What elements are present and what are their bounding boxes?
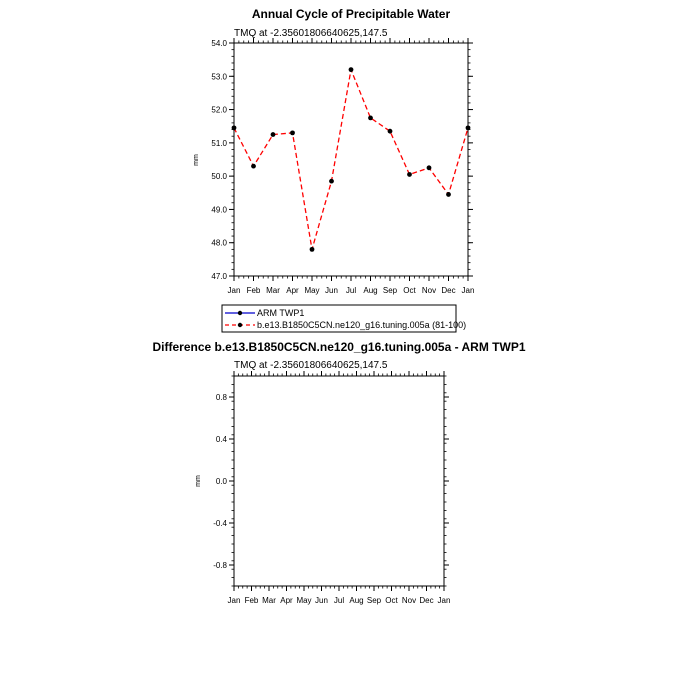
legend-marker-model <box>238 323 242 327</box>
x-tick-label: Aug <box>349 596 364 605</box>
series-lines <box>234 70 468 250</box>
legend-label-model: b.e13.B1850C5CN.ne120_g16.tuning.005a (81-100) <box>257 320 467 330</box>
y-axis-label: mm <box>193 154 200 166</box>
y-tick-label: 52.0 <box>211 105 227 115</box>
data-point <box>329 179 334 184</box>
series-line <box>234 70 468 250</box>
x-tick-label: Feb <box>244 596 259 605</box>
chart-subtitle: TMQ at -2.35601806640625,147.5 <box>234 28 388 39</box>
data-point <box>368 115 373 120</box>
x-tick-label: Sep <box>366 596 382 605</box>
y-tick-label: 49.0 <box>211 205 227 215</box>
x-tick-label: May <box>296 596 312 605</box>
x-tick-label: Feb <box>246 286 261 295</box>
axis-ticks <box>213 371 450 605</box>
y-tick-label: 50.0 <box>211 172 227 182</box>
axis-ticks <box>211 38 474 295</box>
y-tick-label: -0.4 <box>213 519 227 528</box>
plot-frame <box>234 43 468 276</box>
y-tick-label: 0.0 <box>215 477 227 486</box>
data-point <box>310 247 315 252</box>
legend-label-arm: ARM TWP1 <box>257 308 305 318</box>
legend <box>222 305 466 332</box>
x-tick-label: Nov <box>401 596 417 605</box>
y-tick-label: 51.0 <box>211 138 227 148</box>
y-tick-label: 0.8 <box>215 393 227 402</box>
x-tick-label: Dec <box>419 596 434 605</box>
plot-frame <box>234 376 444 586</box>
x-tick-label: Apr <box>280 596 293 605</box>
data-point <box>427 165 432 170</box>
y-tick-label: 0.4 <box>215 435 227 444</box>
x-tick-label: Jul <box>333 596 345 605</box>
chart-title: Difference b.e13.B1850C5CN.ne120_g16.tuning.005a - ARM TWP1 <box>152 340 526 354</box>
x-tick-label: Apr <box>286 286 299 295</box>
x-tick-label: Oct <box>385 596 398 605</box>
y-axis-label: mm <box>195 475 202 487</box>
data-point <box>251 164 256 169</box>
x-tick-label: Dec <box>441 286 456 295</box>
x-tick-label: Mar <box>266 286 280 295</box>
x-tick-label: Aug <box>363 286 378 295</box>
chart-difference <box>152 340 525 605</box>
data-point <box>407 172 412 177</box>
data-point <box>349 67 354 72</box>
x-tick-label: Jul <box>345 286 357 295</box>
data-point <box>232 125 237 130</box>
chart-subtitle: TMQ at -2.35601806640625,147.5 <box>234 360 388 371</box>
y-tick-label: -0.8 <box>213 561 227 570</box>
x-tick-label: Jan <box>437 596 451 605</box>
x-tick-label: Nov <box>421 286 437 295</box>
data-point <box>271 132 276 137</box>
x-tick-label: Jun <box>315 596 328 605</box>
chart-annual-cycle <box>193 7 474 295</box>
y-tick-label: 47.0 <box>211 272 227 281</box>
y-tick-label: 48.0 <box>211 238 227 248</box>
x-tick-label: Jan <box>227 286 241 295</box>
y-tick-label: 53.0 <box>211 72 227 82</box>
x-tick-label: Oct <box>403 286 416 295</box>
legend-marker-arm <box>238 311 242 315</box>
data-point <box>446 192 451 197</box>
data-point <box>388 129 393 134</box>
x-tick-label: Jan <box>227 596 241 605</box>
series-points <box>232 67 471 252</box>
x-tick-label: Sep <box>382 286 398 295</box>
chart-title: Annual Cycle of Precipitable Water <box>251 7 451 21</box>
x-tick-label: Jun <box>325 286 338 295</box>
y-tick-label: 54.0 <box>211 39 227 48</box>
data-point <box>466 125 471 130</box>
x-tick-label: Jan <box>461 286 475 295</box>
data-point <box>290 130 295 135</box>
x-tick-label: Mar <box>262 596 276 605</box>
x-tick-label: May <box>304 286 320 295</box>
